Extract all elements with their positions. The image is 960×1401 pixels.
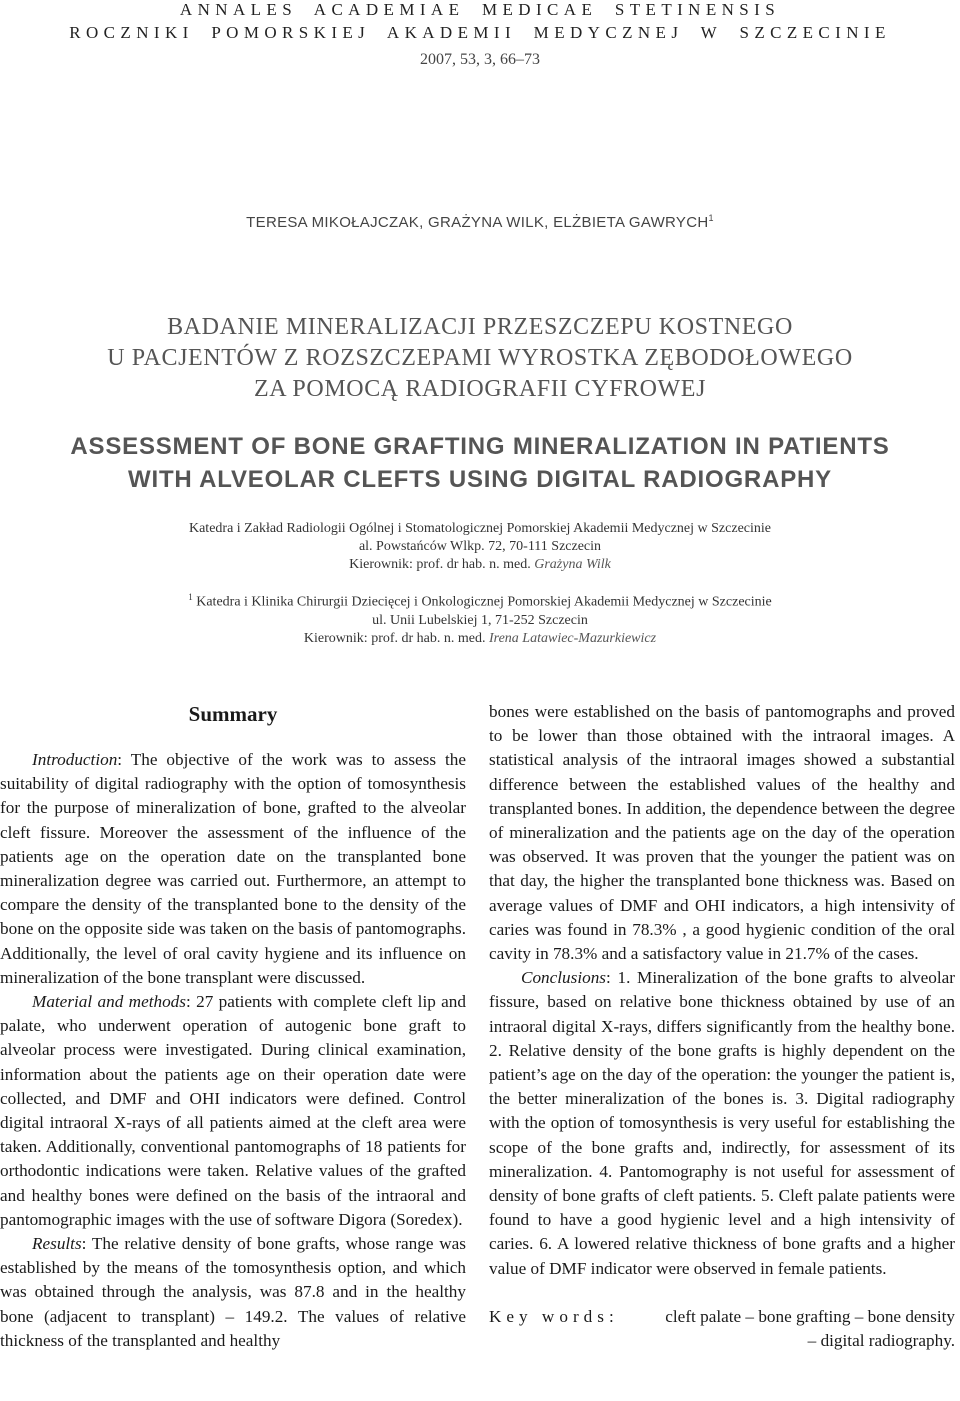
affiliation-1 [0,520,960,574]
keywords-line: cleft palate – bone grafting – bone density [665,1306,955,1326]
affiliation-line [0,588,960,612]
affiliation-sup: 1 [188,592,193,602]
affiliation-head [0,556,960,574]
intro-paragraph [0,748,466,990]
results-label: Results [32,1234,82,1254]
methods-label: Material and methods [32,992,186,1012]
affiliation-line: Katedra i Zakład Radiologii Ogólnej i Stomatologicznej Pomorskiej Akademii Medycznej w Szczecinie [188,521,771,536]
results-paragraph [0,1232,466,1353]
title-english-line: ASSESSMENT OF BONE GRAFTING MINERALIZATION IN PATIENTS [70,433,890,460]
title-polish [0,312,960,405]
conclusions-label: Conclusions [521,968,606,988]
affiliation-2 [0,588,960,648]
keywords-label: Key words: [489,1306,619,1326]
methods-text: : 27 patients with complete cleft lip and palate, who underwent operation of autogenic bone graft to alveolar process were investigated. During clinical examination, information about the patients age on their operation date were collected, and DMF and OHI indicators were defined. Control digital intraoral X-rays of all patients aimed at the cleft area were taken. Additionally, conventional pantomographs of 18 patients for orthodontic indications were taken. Relative values of the grafted and healthy bones were defined on the basis of the intraoral and pantomographic images with the use of software Digora (Soredex). [0,992,466,1229]
results-text: : The relative density of bone grafts, whose range was established by the means of the tomosynthesis option, and which was obtained through the analysis, was 87.8 and in the healthy bone (adjacent to transplant) – 149.2. The values of relative thickness of the transplanted and healthy [0,1234,466,1350]
head-prefix: Kierownik: prof. dr hab. n. med. [349,557,535,572]
title-english [0,430,960,496]
keywords-value [625,1305,955,1353]
author-sup: 1 [708,213,714,223]
intro-text: : The objective of the work was to assess the suitability of digital radiography with the option of tomosynthesis for the purpose of mineralization of bone, grafted to the alveolar cleft fissure. Moreover the assessment of the influence of the patients age on the operation date on the transplanted bone mineralization degree was carried out. Furthermore, an attempt to compare the density of the transplanted bone to the density of the bone on the opposite side was taken on the basis of pantomographs. Additionally, the level of oral cavity hygiene and its influence on mineralization of the bone transplant were discussed. [0,750,466,987]
title-polish-line: U PACJENTÓW Z ROZSZCZEPAMI WYROSTKA ZĘBODOŁOWEGO [107,345,853,371]
left-column [0,700,466,1353]
affiliation-text: Katedra i Klinika Chirurgii Dziecięcej i Onkologicznej Pomorskiej Akademii Medycznej w Szczecinie [196,594,772,610]
affiliation-line: ul. Unii Lubelskiej 1, 71-252 Szczecin [372,612,588,628]
summary-heading: Summary [188,702,278,726]
authors [0,213,960,231]
right-column [489,700,955,1353]
volume-info: 2007, 53, 3, 66–73 [420,51,540,68]
affiliation-head [0,630,960,648]
affiliation-line: al. Powstańców Wlkp. 72, 70-111 Szczecin [358,539,602,554]
title-polish-line: ZA POMOCĄ RADIOGRAFII CYFROWEJ [253,376,707,402]
intro-label: Introduction [32,750,118,769]
conclusions-paragraph [489,966,955,1281]
title-english-line: WITH ALVEOLAR CLEFTS USING DIGITAL RADIOGRAPHY [128,466,832,493]
keywords-line: – digital radiography. [807,1331,955,1351]
author-names: TERESA MIKOŁAJCZAK, GRAŻYNA WILK, ELŻBIETA GAWRYCH [246,214,709,231]
journal-title-polish: ROCZNIKI POMORSKIEJ AKADEMII MEDYCZNEJ W SZCZECINIE [69,23,891,42]
conclusions-text: : 1. Mineralization of the bone grafts to alveolar fissure, based on relative bone thickness obtained by use of an intraoral digital X-rays, differs significantly from the healthy bone. 2. Relative density of the bone grafts is highly dependent on the patient’s age on the day of the operation: the younger the patient is, the better mineralization of the bones is. 3. Digital radiography with the option of tomosynthesis is very useful for establishing the scope of the bone grafts and, indirectly, for assessment of its mineralization. 4. Pantomography is not useful for assessment of density of bone grafts of cleft patients. 5. Cleft palate patients were found to have a good hygienic level and a high intensivity of caries. 6. A lowered relative thickness of bone grafts and a higher value of DMF indicator were observed in female patients. [489,968,955,1278]
head-prefix: Kierownik: prof. dr hab. n. med. [303,630,489,646]
head-name: Grażyna Wilk [534,557,611,572]
journal-title-latin: ANNALES ACADEMIAE MEDICAE STETINENSIS [179,0,781,19]
results-continued: bones were established on the basis of pantomographs and proved to be lower than those obtained with the intraoral images. A statistical analysis of the intraoral images showed a substantial difference between the established values of the healthy and transplanted bones. In addition, the dependence between the degree of mineralization and the patients age on the day of the operation was observed. It was proven that the younger the patient was on that day, the higher the transplanted bone thickness was. Based on average values of DMF and OHI indicators, a high intensivity of caries was found in 78.3% , a good hygienic condition of the oral cavity in 78.3% and a satisfactory value in 21.7% of the cases. [489,702,955,964]
title-polish-line: BADANIE MINERALIZACJI PRZESZCZEPU KOSTNEGO [167,314,793,340]
head-name: Irena Latawiec-Mazurkiewicz [489,630,657,646]
keywords [489,1305,955,1353]
methods-paragraph [0,990,466,1232]
